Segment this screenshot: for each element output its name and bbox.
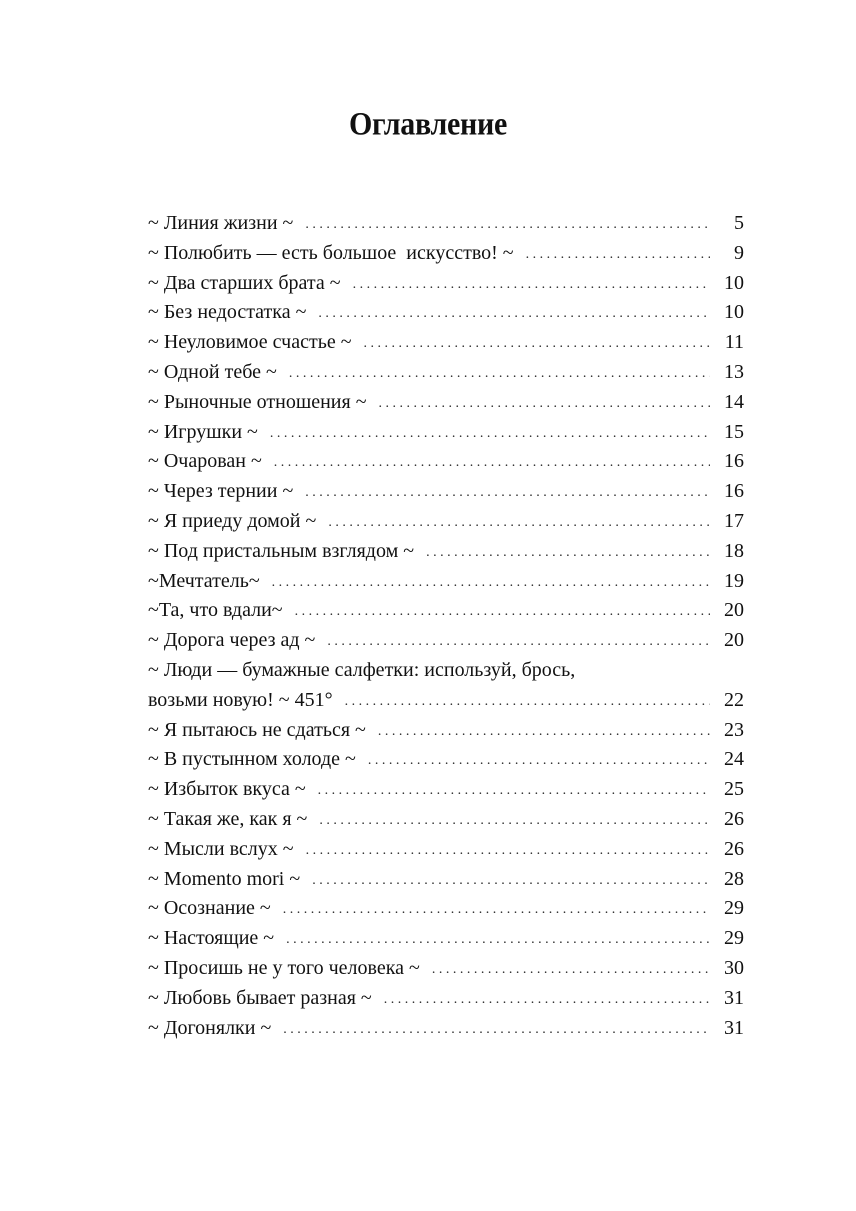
toc-entry-page: 30: [724, 956, 744, 979]
toc-entry[interactable]: [148, 775, 744, 805]
toc-entry-page: 11: [724, 331, 744, 354]
dot-leader: [373, 389, 710, 419]
page-title: Оглавление: [348, 106, 508, 143]
toc-entry-title-line1: ~ Люди — бумажные салфетки: используй, брось,: [148, 658, 576, 681]
dot-leader: [300, 836, 710, 866]
toc-entry-title: ~ Я пытаюсь не сдаться ~: [148, 718, 366, 741]
toc-entry-title: ~ Неуловимое счастье ~: [148, 331, 352, 354]
toc-entry-title: ~ Мысли вслух ~: [148, 837, 294, 860]
toc-entry-title: ~ Игрушки ~: [148, 420, 258, 443]
toc-entry[interactable]: [148, 328, 744, 358]
toc-entry-page: 29: [724, 897, 744, 920]
toc-entry[interactable]: [148, 894, 744, 924]
toc-entry-page: 15: [724, 420, 744, 443]
toc-entry-page: 10: [724, 271, 744, 294]
toc-entry[interactable]: [148, 716, 744, 746]
toc-entry-page: 18: [724, 539, 744, 562]
toc-entry[interactable]: [148, 656, 744, 716]
toc-entry[interactable]: [148, 924, 744, 954]
dot-leader: [372, 717, 710, 747]
toc-entry-title: ~ Настоящие ~: [148, 927, 275, 950]
toc-entry[interactable]: [148, 477, 744, 507]
toc-entry[interactable]: [148, 1014, 744, 1044]
toc-entry[interactable]: [148, 626, 744, 656]
toc-entry-title: ~ Дорога через ад ~: [148, 629, 316, 652]
toc-entry-title: ~ Просишь не у того человека ~: [148, 956, 420, 979]
toc-entry[interactable]: [148, 298, 744, 328]
dot-leader: [268, 448, 710, 478]
dot-leader: [362, 746, 710, 776]
toc-entry[interactable]: [148, 418, 744, 448]
dot-leader: [283, 359, 710, 389]
toc-entry-page: 28: [724, 867, 744, 890]
toc-entry[interactable]: [148, 537, 744, 567]
dot-leader: [306, 866, 710, 896]
dot-leader: [312, 299, 710, 329]
toc-entry-title: ~ Очарован ~: [148, 450, 262, 473]
toc-entry-title: ~ Такая же, как я ~: [148, 807, 308, 830]
toc-entry-page: 31: [724, 1016, 744, 1039]
dot-leader: [313, 806, 710, 836]
toc-list: [148, 209, 744, 1043]
toc-entry-page: 19: [724, 569, 744, 592]
toc-entry-page: 24: [724, 748, 744, 771]
dot-leader: [420, 538, 710, 568]
toc-entry[interactable]: [148, 805, 744, 835]
toc-entry-title-line2: возьми новую! ~ 451°: [148, 688, 333, 711]
toc-entry-title: ~ Momento mori ~: [148, 867, 301, 890]
toc-entry-title: ~ Полюбить — есть большое искусство! ~: [148, 241, 514, 264]
toc-entry-page: 14: [724, 390, 744, 413]
toc-entry-page: 31: [724, 986, 744, 1009]
toc-entry[interactable]: [148, 596, 744, 626]
toc-entry-title: ~ Избыток вкуса ~: [148, 778, 306, 801]
toc-entry[interactable]: [148, 745, 744, 775]
toc-entry[interactable]: [148, 358, 744, 388]
toc-entry-page: 23: [724, 718, 744, 741]
toc-entry-page: 17: [724, 509, 744, 532]
toc-entry-title: ~ Осознание ~: [148, 897, 271, 920]
toc-entry-title: ~ Два старших брата ~: [148, 271, 341, 294]
toc-entry-page: 20: [724, 599, 744, 622]
toc-entry-title: ~ Рыночные отношения ~: [148, 390, 367, 413]
dot-leader: [378, 985, 710, 1015]
toc-entry-page: 25: [724, 778, 744, 801]
toc-entry-title: ~ Я приеду домой ~: [148, 509, 317, 532]
toc-entry[interactable]: [148, 388, 744, 418]
toc-entry-title: ~Мечтатель~: [148, 569, 260, 592]
toc-entry[interactable]: [148, 954, 744, 984]
toc-entry-title: ~ В пустынном холоде ~: [148, 748, 356, 771]
dot-leader: [426, 955, 710, 985]
toc-entry[interactable]: [148, 447, 744, 477]
dot-leader: [277, 1015, 710, 1045]
dot-leader: [280, 925, 710, 955]
toc-entry[interactable]: [148, 567, 744, 597]
toc-entry-page: 16: [724, 480, 744, 503]
toc-entry-title: ~ Догонялки ~: [148, 1016, 272, 1039]
toc-entry[interactable]: [148, 239, 744, 269]
toc-entry-title: ~Та, что вдали~: [148, 599, 283, 622]
dot-leader: [277, 895, 710, 925]
toc-entry-page: 22: [724, 688, 744, 711]
dot-leader: [339, 687, 710, 717]
toc-entry-title: ~ Без недостатка ~: [148, 301, 307, 324]
dot-leader: [520, 240, 710, 270]
toc-entry-title: ~ Под пристальным взглядом ~: [148, 539, 415, 562]
toc-entry-page: 20: [724, 629, 744, 652]
toc-entry-title: ~ Одной тебе ~: [148, 360, 277, 383]
toc-entry-page: 26: [724, 837, 744, 860]
toc-entry-page: 29: [724, 927, 744, 950]
toc-entry-page: 13: [724, 360, 744, 383]
toc-entry-title: ~ Линия жизни ~: [148, 212, 294, 234]
toc-entry[interactable]: [148, 269, 744, 299]
toc-entry-title: ~ Любовь бывает разная ~: [148, 986, 372, 1009]
dot-leader: [299, 210, 710, 240]
toc-entry-page: 10: [724, 301, 744, 324]
toc-entry-page: 26: [724, 807, 744, 830]
dot-leader: [322, 508, 710, 538]
dot-leader: [358, 329, 710, 359]
toc-entry[interactable]: [148, 984, 744, 1014]
toc-entry-line2: [148, 686, 744, 716]
dot-leader: [264, 419, 710, 449]
dot-leader: [347, 270, 710, 300]
dot-leader: [266, 568, 710, 598]
toc-entry[interactable]: [148, 835, 744, 865]
dot-leader: [289, 597, 710, 627]
toc-entry-page: 9: [734, 241, 744, 264]
toc-entry-title: ~ Через тернии ~: [148, 480, 294, 503]
toc-entry[interactable]: [148, 209, 744, 239]
toc-entry[interactable]: [148, 865, 744, 895]
dot-leader: [321, 627, 710, 657]
toc-entry-page: 5: [734, 212, 744, 234]
dot-leader: [312, 776, 710, 806]
dot-leader: [299, 478, 710, 508]
toc-entry-page: 16: [724, 450, 744, 473]
toc-entry[interactable]: [148, 507, 744, 537]
